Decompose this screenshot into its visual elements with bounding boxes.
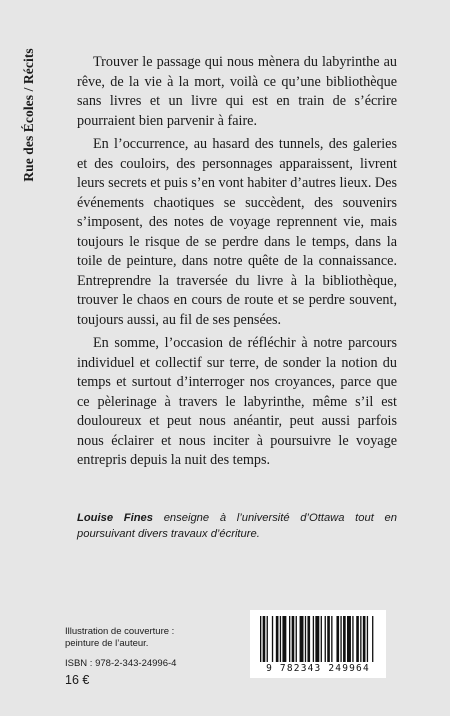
- cover-credits: [65, 626, 174, 650]
- back-cover-blurb: [77, 53, 397, 471]
- author-bio-text: enseigne à l’université d’Ottawa tout en poursuivant divers travaux d’écriture.: [77, 512, 397, 540]
- series-title: Rue des Écoles / Récits: [21, 48, 36, 182]
- author-name: Louise Fines: [77, 512, 153, 524]
- barcode-digits: 9 782343 249964: [266, 663, 370, 674]
- cover-credit-line: peinture de l’auteur.: [65, 638, 149, 649]
- author-bio: [77, 510, 397, 542]
- isbn-number: ISBN : 978-2-343-24996-4: [65, 658, 177, 669]
- barcode-bars: [260, 616, 376, 662]
- price: 16 €: [65, 673, 90, 687]
- barcode: [250, 610, 386, 678]
- blurb-paragraph: Trouver le passage qui nous mènera du labyrinthe au rêve, de la vie à la mort, voilà ce qu’une bibliothèque sans livres et un livre qui est en train de s’écrire pourraient bien parvenir à faire.: [77, 54, 397, 129]
- cover-credit-line: Illustration de couverture :: [65, 626, 175, 637]
- blurb-paragraph: En l’occurrence, au hasard des tunnels, des galeries et des couloirs, des personnages apparaissent, livrent leurs secrets et puis s’en vont habiter d’autres lieux. Des événements chaotiques se succèdent, des souvenirs s’imposent, des notes de voyage reprennent vie, mais toujours le risque de se perdre dans le temps, dans la toile de peinture, dans notre quête de la connaissance. Entreprendre la traversée du livre à la bibliothèque, trouver le chaos en cours de route et se perdre souvent, toujours aussi, au fil de ses pensées.: [77, 136, 397, 328]
- blurb-paragraph: En somme, l’occasion de réfléchir à notre parcours individuel et collectif sur terre, de sonder la notion du temps et surtout d’interroger nos croyances, parce que ce pèlerinage à travers le labyrinthe, même s’il est douloureux et peut nous anéantir, peut aussi parfois nous éclairer et nous inciter à poursuivre le voyage entrepris depuis la nuit des temps.: [77, 335, 397, 468]
- series-spine-label: [18, 35, 40, 195]
